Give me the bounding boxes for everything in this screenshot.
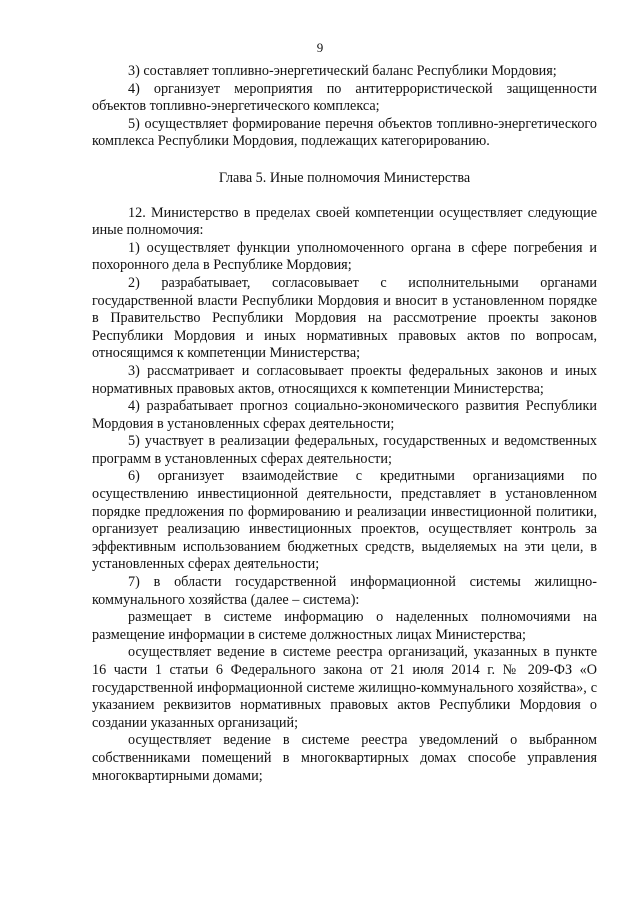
paragraph-12-item-2: 2) разрабатывает, согласовывает с исполнительными органами государственной власти Республики Мордовия и вносит в установленном порядке в Правительство Республики Мордовия на рассмотрение проекты законов Республики Мордовия и иных нормативных правовых актов по вопросам, относящимся к компетенции Министерства; <box>92 274 597 362</box>
document-body <box>92 63 597 785</box>
paragraph-12-item-6: 6) организует взаимодействие с кредитными организациями по осуществлению инвестиционной деятельности, представляет в установленном порядке предложения по формированию и реализации инвестиционной политики, организует реализацию инвестиционных проектов, осуществляет контроль за эффективным использованием бюджетных средств, выделяемых на эти цели, в установленных сферах деятельности; <box>92 468 597 573</box>
paragraph-subitem-officials: размещает в системе информацию о наделенных полномочиями на размещение информации в системе должностных лицах Министерства; <box>92 609 597 643</box>
paragraph-12-item-5: 5) участвует в реализации федеральных, государственных и ведомственных программ в установленных сферах деятельности; <box>92 433 597 467</box>
paragraph-12-intro: 12. Министерство в пределах своей компетенции осуществляет следующие иные полномочия: <box>92 204 597 239</box>
paragraph-item-5: 5) осуществляет формирование перечня объектов топливно-энергетического комплекса Республики Мордовия, подлежащих категорированию. <box>92 115 597 150</box>
paragraph-item-4: 4) организует мероприятия по антитеррористической защищенности объектов топливно-энергетического комплекса; <box>92 80 597 115</box>
paragraph-12-item-3: 3) рассматривает и согласовывает проекты федеральных законов и иных нормативных правовых актов, относящихся к компетенции Министерства; <box>92 362 597 397</box>
chapter-title: Глава 5. Иные полномочия Министерства <box>218 169 471 186</box>
page-number: 9 <box>316 40 324 55</box>
paragraph-12-item-7: 7) в области государственной информационной системы жилищно-коммунального хозяйства (далее – система): <box>92 574 597 608</box>
paragraph-item-3: 3) составляет топливно-энергетический баланс Республики Мордовия; <box>128 63 557 79</box>
paragraph-subitem-organizations-registry: осуществляет ведение в системе реестра организаций, указанных в пункте 16 части 1 статьи 6 Федерального закона от 21 июля 2014 г. № 209-ФЗ «О государственной информационной системе жилищно-коммунального хозяйства», с указанием реквизитов нормативных правовых актов Республики Мордовия о создании указанных организаций; <box>92 644 597 731</box>
paragraph-subitem-notifications-registry: осуществляет ведение в системе реестра уведомлений о выбранном собственниками помещений в многоквартирных домах способе управления многоквартирными домами; <box>92 732 597 784</box>
paragraph-12-item-1: 1) осуществляет функции уполномоченного органа в сфере погребения и похоронного дела в Республике Мордовия; <box>92 239 597 274</box>
paragraph-12-item-4: 4) разрабатывает прогноз социально-экономического развития Республики Мордовия в установленных сферах деятельности; <box>92 398 597 432</box>
